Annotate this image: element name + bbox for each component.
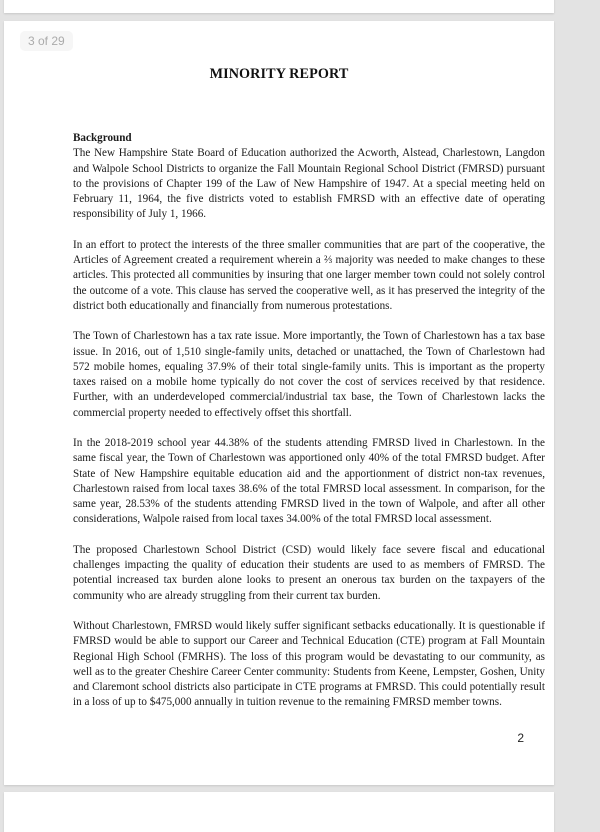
previous-page [4,0,554,13]
paragraph: In the 2018-2019 school year 44.38% of the students attending FMRSD lived in Charlestown. In the same fiscal year, the Town of Charlestown was apportioned only 40% of the total FMRSD budget. After State of New Hampshire equitable education aid and the apportionment of district non-tax revenues, Charlestown raised from local taxes 38.6% of the total FMRSD local assessment. In comparison, for the same year, 28.53% of the students attending FMRSD lived in the town of Walpole, and after all other considerations, Walpole raised from local taxes 34.00% of the total FMRSD local assessment. [73,437,545,526]
paragraph: In an effort to protect the interests of the three smaller communities that are part of the cooperative, the Articles of Agreement created a requirement wherein a ⅔ majority was needed to make changes to these articles. This protected all communities by insuring that one larger member town could not solely control the outcome of a vote. This clause has served the cooperative well, as it has preserved the integrity of the district both educationally and financially from numerous protestations. [73,238,545,312]
paragraph: The proposed Charlestown School District (CSD) would likely face severe fiscal and educational challenges impacting the quality of education their students are used to as members of FMRSD. The potential increased tax burden alone looks to present an onerous tax burden on the taxpayers of the community who are already struggling from their current tax burden. [73,543,545,602]
paragraph-text: The New Hampshire State Board of Education authorized the Acworth, Alstead, Charlestown, Langdon and Walpole School Districts to organize the Fall Mountain Regional School District (FMRSD) pursuant to the provisions of Chapter 199 of the Law of New Hampshire of 1947. At a special meeting held on February 11, 1964, the five districts voted to establish FMRSD with an effective date of operating responsibility of July 1, 1966. [73,147,545,221]
next-page [4,792,554,832]
document-title: MINORITY REPORT [209,66,349,82]
paragraph-background [73,131,545,223]
section-heading: Background [73,132,132,144]
page-indicator: 3 of 29 [20,31,73,51]
paragraph: Without Charlestown, FMRSD would likely suffer significant setbacks educationally. It is questionable if FMRSD would be able to support our Career and Technical Education (CTE) program at Fall Mountain Regional High School (FMRHS). The loss of this program would be devastating to our community, as well as to the greater Cheshire Career Center community: Students from Keene, Lempster, Goshen, Unity and Claremont school districts also participate in CTE programs at FMRSD. This could potentially result in a loss of up to $475,000 annually in tuition revenue to the remaining FMRSD member towns. [73,620,545,709]
page-number: 2 [517,731,524,745]
document-page [4,21,554,785]
paragraph: The Town of Charlestown has a tax rate issue. More importantly, the Town of Charlestown has a tax base issue. In 2016, out of 1,510 single-family units, detached or unattached, the Town of Charlestown had 572 mobile homes, equaling 37.9% of their total single-family units. This is important as the property taxes raised on a mobile home typically do not cover the cost of services received by that residence. Further, with an underdeveloped commercial/industrial tax base, the Town of Charlestown lacks the commercial property needed to effectively offset this shortfall. [73,330,545,419]
document-body [73,131,545,726]
